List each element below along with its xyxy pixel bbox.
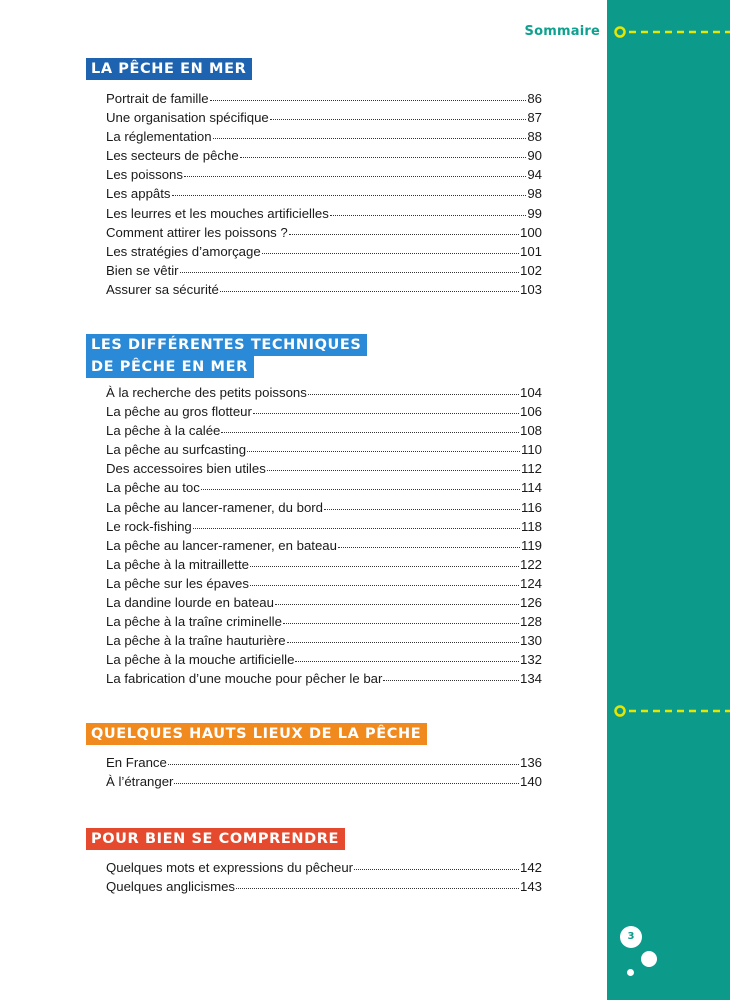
toc-entry[interactable]	[106, 669, 542, 688]
toc-entry[interactable]	[106, 593, 542, 612]
dot-leader	[383, 680, 519, 681]
toc-entry[interactable]	[106, 858, 542, 877]
toc-entry-page-number: 86	[527, 91, 542, 106]
dot-leader	[221, 432, 519, 433]
dot-leader	[250, 566, 519, 567]
dot-leader	[247, 451, 520, 452]
toc-entry-title: Des accessoires bien utiles	[106, 461, 266, 477]
dot-leader	[324, 509, 520, 510]
toc-entry-page-number: 98	[527, 186, 542, 202]
toc-entry-title: Comment attirer les poissons ?	[106, 224, 288, 240]
toc-entry-title: La pêche au gros flotteur	[106, 404, 252, 420]
section-title-hauts-lieux	[86, 723, 427, 745]
dot-leader	[267, 470, 520, 471]
dot-leader	[308, 394, 519, 395]
toc-entry-page-number: 130	[519, 633, 542, 649]
toc-entry-title: Bien se vêtir	[106, 262, 179, 278]
toc-entry[interactable]	[106, 555, 542, 574]
page-header-title: Sommaire	[524, 24, 600, 39]
dot-leader	[287, 642, 519, 643]
toc-entry[interactable]	[106, 402, 542, 421]
toc-entry-title: À la recherche des petits poissons	[106, 385, 307, 400]
toc-entry[interactable]	[106, 108, 542, 127]
dot-leader	[354, 869, 519, 870]
toc-entry[interactable]	[106, 421, 542, 440]
toc-entry[interactable]	[106, 459, 542, 478]
toc-entry-page-number: 140	[519, 774, 542, 790]
toc-entry-page-number: 132	[519, 652, 542, 668]
dot-leader	[168, 764, 519, 765]
dot-leader	[330, 215, 527, 216]
toc-entry[interactable]	[106, 753, 542, 772]
page-number-badge: 3	[620, 926, 642, 948]
toc-entry[interactable]	[106, 383, 542, 402]
dot-leader	[270, 119, 527, 120]
dot-leader	[201, 489, 520, 490]
dot-leader	[295, 661, 519, 662]
section-title-line: LES DIFFÉRENTES TECHNIQUES	[86, 334, 367, 356]
toc-entry-page-number: 101	[519, 243, 542, 259]
dashed-line-decoration-top	[613, 25, 730, 39]
teal-side-band	[607, 0, 730, 1000]
toc-entry-page-number: 90	[527, 148, 542, 164]
toc-entry-page-number: 112	[520, 461, 542, 477]
toc-entry[interactable]	[106, 146, 542, 165]
section-title-se-comprendre	[86, 828, 345, 850]
toc-list-se-comprendre	[106, 858, 542, 896]
toc-entry[interactable]	[106, 440, 542, 459]
toc-entry-page-number: 142	[519, 860, 542, 875]
toc-entry-title: La pêche au lancer-ramener, en bateau	[106, 537, 337, 553]
toc-entry-page-number: 103	[519, 281, 542, 297]
dashed-line-decoration-middle	[613, 704, 730, 718]
toc-list-hauts-lieux	[106, 753, 542, 791]
toc-entry-title: La pêche à la mouche artificielle	[106, 652, 295, 668]
toc-entry[interactable]	[106, 631, 542, 650]
section-title-line: LA PÊCHE EN MER	[86, 58, 252, 80]
dot-leader	[253, 413, 519, 414]
toc-entry-title: Le rock-fishing	[106, 518, 192, 534]
toc-entry-title: Les secteurs de pêche	[106, 148, 239, 164]
toc-entry-title: La réglementation	[106, 129, 212, 145]
decorative-dot-large	[641, 951, 657, 967]
toc-entry-title: La pêche à la mitraillette	[106, 556, 249, 572]
section-title-techniques	[86, 334, 367, 378]
toc-entry[interactable]	[106, 498, 542, 517]
toc-entry[interactable]	[106, 184, 542, 203]
toc-entry-title: La pêche à la calée	[106, 423, 221, 439]
toc-entry-title: La pêche à la traîne criminelle	[106, 614, 282, 630]
toc-entry-title: Les stratégies d’amorçage	[106, 243, 261, 259]
toc-entry-page-number: 136	[519, 755, 542, 770]
toc-entry-page-number: 143	[519, 879, 542, 895]
toc-entry-title: Les leurres et les mouches artificielles	[106, 205, 329, 221]
toc-entry-page-number: 104	[519, 385, 542, 400]
toc-entry-page-number: 122	[519, 556, 542, 572]
dot-leader	[184, 176, 526, 177]
dot-leader	[262, 253, 519, 254]
toc-entry-page-number: 94	[527, 167, 542, 183]
toc-entry-page-number: 118	[520, 518, 542, 534]
toc-entry[interactable]	[106, 612, 542, 631]
toc-entry-page-number: 87	[527, 110, 542, 126]
section-title-line: POUR BIEN SE COMPRENDRE	[86, 828, 345, 850]
toc-entry[interactable]	[106, 517, 542, 536]
dot-leader	[172, 195, 527, 196]
toc-entry-page-number: 100	[519, 224, 542, 240]
toc-entry-title: Quelques anglicismes	[106, 879, 236, 895]
dot-leader	[210, 100, 527, 101]
toc-entry-page-number: 128	[519, 614, 542, 630]
toc-entry[interactable]	[106, 261, 542, 280]
dot-leader	[240, 157, 527, 158]
toc-entry[interactable]	[106, 165, 542, 184]
dot-leader	[289, 234, 519, 235]
toc-entry[interactable]	[106, 650, 542, 669]
dot-leader	[236, 888, 519, 889]
section-title-line: DE PÊCHE EN MER	[86, 356, 254, 378]
toc-entry-title: Les appâts	[106, 186, 171, 202]
dot-leader	[338, 547, 520, 548]
toc-entry-page-number: 124	[519, 575, 542, 591]
toc-entry-title: En France	[106, 755, 167, 770]
toc-entry[interactable]	[106, 127, 542, 146]
dot-leader	[275, 604, 519, 605]
section-title-line: QUELQUES HAUTS LIEUX DE LA PÊCHE	[86, 723, 427, 745]
toc-entry-title: La pêche au toc	[106, 480, 200, 496]
toc-entry[interactable]	[106, 204, 542, 223]
toc-list-techniques	[106, 383, 542, 689]
toc-entry[interactable]	[106, 574, 542, 593]
dot-leader	[250, 585, 519, 586]
toc-entry-page-number: 99	[527, 205, 542, 221]
toc-entry-title: Quelques mots et expressions du pêcheur	[106, 860, 354, 875]
decorative-dot-small	[627, 969, 634, 976]
toc-entry-title: Portrait de famille	[106, 91, 209, 106]
dot-leader	[193, 528, 520, 529]
toc-entry-title: À l’étranger	[106, 774, 174, 790]
toc-entry-page-number: 119	[520, 537, 542, 553]
toc-entry-page-number: 114	[520, 480, 542, 496]
toc-entry[interactable]	[106, 877, 542, 896]
section-title-peche-en-mer	[86, 58, 252, 80]
dot-leader	[213, 138, 527, 139]
dot-leader	[283, 623, 519, 624]
toc-entry-title: Assurer sa sécurité	[106, 281, 219, 297]
toc-list-peche-en-mer	[106, 89, 542, 299]
toc-entry-page-number: 106	[519, 404, 542, 420]
toc-entry-title: La pêche à la traîne hauturière	[106, 633, 286, 649]
toc-entry[interactable]	[106, 478, 542, 497]
toc-entry[interactable]	[106, 223, 542, 242]
toc-entry[interactable]	[106, 242, 542, 261]
toc-entry-page-number: 110	[520, 442, 542, 458]
toc-entry[interactable]	[106, 280, 542, 299]
toc-entry-title: La dandine lourde en bateau	[106, 595, 274, 611]
toc-entry-page-number: 116	[520, 499, 542, 515]
toc-entry-page-number: 88	[527, 129, 542, 145]
toc-entry-title: Les poissons	[106, 167, 183, 183]
toc-entry-title: La pêche au lancer-ramener, du bord	[106, 499, 324, 515]
toc-entry-page-number: 134	[519, 671, 542, 687]
toc-entry-title: Une organisation spécifique	[106, 110, 269, 126]
toc-entry-page-number: 102	[519, 262, 542, 278]
toc-entry-page-number: 126	[519, 595, 542, 611]
toc-entry[interactable]	[106, 536, 542, 555]
dot-leader	[220, 291, 519, 292]
toc-entry[interactable]	[106, 89, 542, 108]
toc-entry-page-number: 108	[519, 423, 542, 439]
dot-leader	[174, 783, 519, 784]
dot-leader	[180, 272, 519, 273]
toc-entry-title: La pêche sur les épaves	[106, 575, 249, 591]
toc-entry[interactable]	[106, 772, 542, 791]
toc-entry-title: La pêche au surfcasting	[106, 442, 247, 458]
toc-entry-title: La fabrication d’une mouche pour pêcher le bar	[106, 671, 383, 687]
